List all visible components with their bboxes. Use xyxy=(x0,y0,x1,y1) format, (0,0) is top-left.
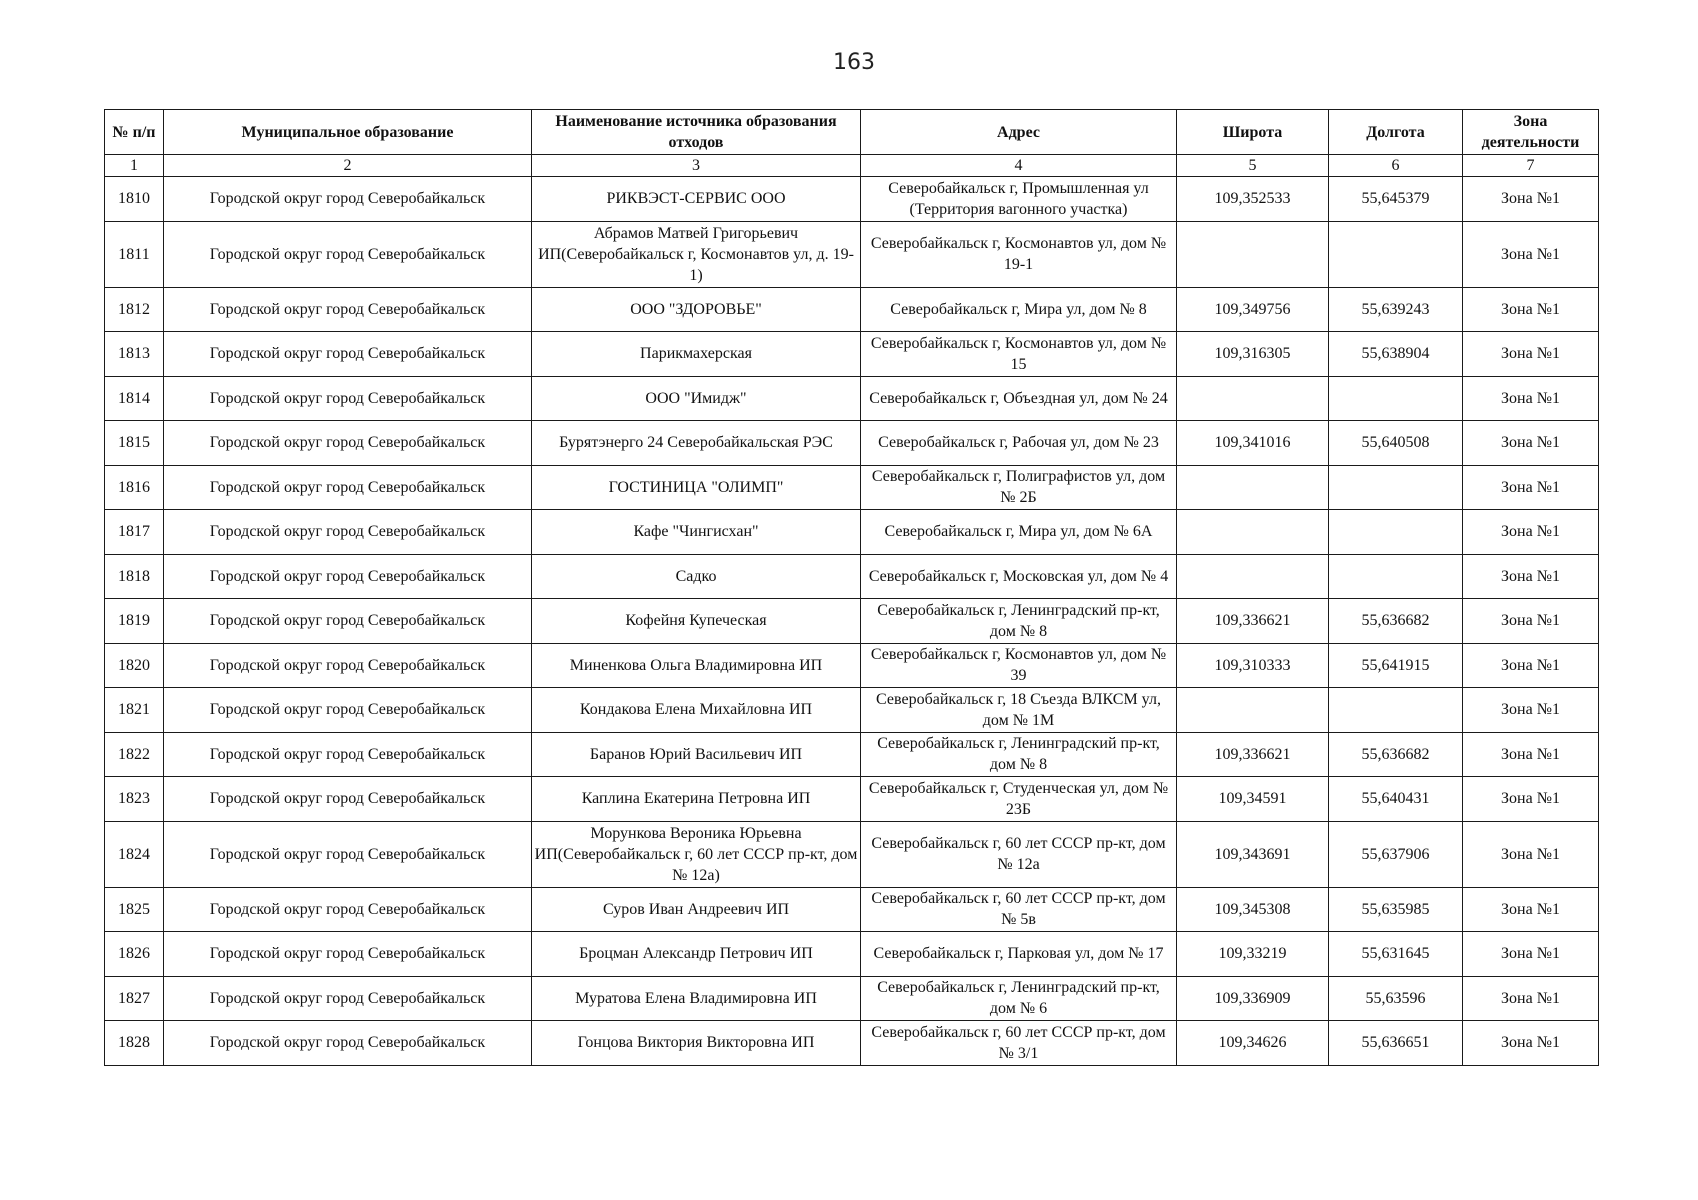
cell-source: Парикмахерская xyxy=(532,332,861,377)
cell-latitude xyxy=(1177,465,1329,510)
cell-address: Северобайкальск г, Студенческая ул, дом № 23Б xyxy=(861,777,1177,822)
cell-zone: Зона №1 xyxy=(1463,887,1599,932)
cell-latitude: 109,341016 xyxy=(1177,421,1329,466)
table-row xyxy=(105,221,1599,287)
cell-address: Северобайкальск г, 18 Съезда ВЛКСМ ул, дом № 1М xyxy=(861,688,1177,733)
column-number: 7 xyxy=(1463,155,1599,177)
cell-latitude: 109,34626 xyxy=(1177,1021,1329,1066)
cell-address: Северобайкальск г, Объездная ул, дом № 24 xyxy=(861,376,1177,421)
cell-longitude xyxy=(1329,376,1463,421)
cell-address: Северобайкальск г, 60 лет СССР пр-кт, дом № 5в xyxy=(861,887,1177,932)
cell-municipality: Городской округ город Северобайкальск xyxy=(164,376,532,421)
cell-source: Абрамов Матвей Григорьевич ИП(Северобайкальск г, Космонавтов ул, д. 19-1) xyxy=(532,221,861,287)
cell-longitude xyxy=(1329,221,1463,287)
cell-num: 1816 xyxy=(105,465,164,510)
cell-municipality: Городской округ город Северобайкальск xyxy=(164,821,532,887)
column-number: 2 xyxy=(164,155,532,177)
table-row xyxy=(105,287,1599,332)
header-row xyxy=(105,110,1599,155)
cell-zone: Зона №1 xyxy=(1463,821,1599,887)
cell-latitude: 109,352533 xyxy=(1177,177,1329,222)
cell-municipality: Городской округ город Северобайкальск xyxy=(164,887,532,932)
cell-num: 1820 xyxy=(105,643,164,688)
table-row xyxy=(105,976,1599,1021)
cell-zone: Зона №1 xyxy=(1463,332,1599,377)
cell-latitude: 109,316305 xyxy=(1177,332,1329,377)
cell-num: 1814 xyxy=(105,376,164,421)
cell-num: 1827 xyxy=(105,976,164,1021)
cell-municipality: Городской округ город Северобайкальск xyxy=(164,643,532,688)
cell-source: Баранов Юрий Васильевич ИП xyxy=(532,732,861,777)
cell-address: Северобайкальск г, 60 лет СССР пр-кт, дом № 3/1 xyxy=(861,1021,1177,1066)
cell-latitude: 109,345308 xyxy=(1177,887,1329,932)
cell-longitude: 55,638904 xyxy=(1329,332,1463,377)
header-source: Наименование источника образования отходов xyxy=(532,110,861,155)
cell-municipality: Городской округ город Северобайкальск xyxy=(164,421,532,466)
table-row xyxy=(105,1021,1599,1066)
cell-source: Садко xyxy=(532,554,861,599)
cell-municipality: Городской округ город Северобайкальск xyxy=(164,221,532,287)
cell-latitude: 109,33219 xyxy=(1177,932,1329,977)
cell-longitude: 55,645379 xyxy=(1329,177,1463,222)
cell-num: 1810 xyxy=(105,177,164,222)
cell-source: Кондакова Елена Михайловна ИП xyxy=(532,688,861,733)
cell-longitude: 55,636682 xyxy=(1329,599,1463,644)
table-row xyxy=(105,688,1599,733)
table-row xyxy=(105,821,1599,887)
cell-address: Северобайкальск г, Мира ул, дом № 6А xyxy=(861,510,1177,555)
cell-zone: Зона №1 xyxy=(1463,643,1599,688)
cell-longitude xyxy=(1329,510,1463,555)
cell-municipality: Городской округ город Северобайкальск xyxy=(164,177,532,222)
cell-num: 1815 xyxy=(105,421,164,466)
column-number: 3 xyxy=(532,155,861,177)
cell-zone: Зона №1 xyxy=(1463,421,1599,466)
cell-municipality: Городской округ город Северобайкальск xyxy=(164,932,532,977)
header-num: № п/п xyxy=(105,110,164,155)
cell-source: РИКВЭСТ-СЕРВИС ООО xyxy=(532,177,861,222)
cell-zone: Зона №1 xyxy=(1463,465,1599,510)
cell-municipality: Городской округ город Северобайкальск xyxy=(164,332,532,377)
cell-address: Северобайкальск г, Космонавтов ул, дом № 39 xyxy=(861,643,1177,688)
table-row xyxy=(105,887,1599,932)
cell-zone: Зона №1 xyxy=(1463,777,1599,822)
cell-latitude: 109,336909 xyxy=(1177,976,1329,1021)
column-number: 4 xyxy=(861,155,1177,177)
cell-num: 1812 xyxy=(105,287,164,332)
cell-municipality: Городской округ город Северобайкальск xyxy=(164,554,532,599)
cell-zone: Зона №1 xyxy=(1463,976,1599,1021)
cell-zone: Зона №1 xyxy=(1463,732,1599,777)
cell-num: 1821 xyxy=(105,688,164,733)
cell-num: 1828 xyxy=(105,1021,164,1066)
column-number: 6 xyxy=(1329,155,1463,177)
cell-source: ООО "ЗДОРОВЬЕ" xyxy=(532,287,861,332)
cell-longitude xyxy=(1329,688,1463,733)
cell-source: Морункова Вероника Юрьевна ИП(Северобайкальск г, 60 лет СССР пр-кт, дом № 12а) xyxy=(532,821,861,887)
cell-zone: Зона №1 xyxy=(1463,688,1599,733)
cell-address: Северобайкальск г, Ленинградский пр-кт, дом № 6 xyxy=(861,976,1177,1021)
cell-num: 1818 xyxy=(105,554,164,599)
cell-latitude xyxy=(1177,510,1329,555)
table-row xyxy=(105,777,1599,822)
cell-latitude: 109,310333 xyxy=(1177,643,1329,688)
cell-source: ООО "Имидж" xyxy=(532,376,861,421)
table-row xyxy=(105,732,1599,777)
cell-source: Гонцова Виктория Викторовна ИП xyxy=(532,1021,861,1066)
cell-address: Северобайкальск г, Полиграфистов ул, дом № 2Б xyxy=(861,465,1177,510)
table-row xyxy=(105,510,1599,555)
cell-source: Кафе "Чингисхан" xyxy=(532,510,861,555)
table-row xyxy=(105,376,1599,421)
header-zone: Зона деятельности xyxy=(1463,110,1599,155)
cell-address: Северобайкальск г, Мира ул, дом № 8 xyxy=(861,287,1177,332)
table-row xyxy=(105,643,1599,688)
cell-latitude xyxy=(1177,221,1329,287)
cell-municipality: Городской округ город Северобайкальск xyxy=(164,465,532,510)
cell-zone: Зона №1 xyxy=(1463,376,1599,421)
header-latitude: Широта xyxy=(1177,110,1329,155)
cell-num: 1826 xyxy=(105,932,164,977)
cell-zone: Зона №1 xyxy=(1463,510,1599,555)
cell-latitude xyxy=(1177,376,1329,421)
cell-longitude: 55,641915 xyxy=(1329,643,1463,688)
cell-address: Северобайкальск г, Ленинградский пр-кт, дом № 8 xyxy=(861,599,1177,644)
cell-source: Каплина Екатерина Петровна ИП xyxy=(532,777,861,822)
cell-municipality: Городской округ город Северобайкальск xyxy=(164,510,532,555)
column-number-row xyxy=(105,155,1599,177)
cell-num: 1811 xyxy=(105,221,164,287)
cell-latitude: 109,34591 xyxy=(1177,777,1329,822)
cell-address: Северобайкальск г, 60 лет СССР пр-кт, дом № 12а xyxy=(861,821,1177,887)
cell-source: Муратова Елена Владимировна ИП xyxy=(532,976,861,1021)
cell-municipality: Городской округ город Северобайкальск xyxy=(164,732,532,777)
cell-municipality: Городской округ город Северобайкальск xyxy=(164,599,532,644)
cell-latitude: 109,349756 xyxy=(1177,287,1329,332)
column-number: 5 xyxy=(1177,155,1329,177)
cell-address: Северобайкальск г, Ленинградский пр-кт, дом № 8 xyxy=(861,732,1177,777)
cell-source: ГОСТИНИЦА "ОЛИМП" xyxy=(532,465,861,510)
cell-address: Северобайкальск г, Промышленная ул (Территория вагонного участка) xyxy=(861,177,1177,222)
cell-zone: Зона №1 xyxy=(1463,599,1599,644)
cell-longitude: 55,635985 xyxy=(1329,887,1463,932)
cell-municipality: Городской округ город Северобайкальск xyxy=(164,688,532,733)
cell-municipality: Городской округ город Северобайкальск xyxy=(164,777,532,822)
table-row xyxy=(105,332,1599,377)
cell-zone: Зона №1 xyxy=(1463,1021,1599,1066)
cell-address: Северобайкальск г, Космонавтов ул, дом № 15 xyxy=(861,332,1177,377)
cell-num: 1813 xyxy=(105,332,164,377)
cell-latitude: 109,336621 xyxy=(1177,599,1329,644)
cell-address: Северобайкальск г, Парковая ул, дом № 17 xyxy=(861,932,1177,977)
cell-source: Кофейня Купеческая xyxy=(532,599,861,644)
header-municipality: Муниципальное образование xyxy=(164,110,532,155)
cell-address: Северобайкальск г, Московская ул, дом № 4 xyxy=(861,554,1177,599)
cell-source: Миненкова Ольга Владимировна ИП xyxy=(532,643,861,688)
cell-num: 1822 xyxy=(105,732,164,777)
cell-zone: Зона №1 xyxy=(1463,932,1599,977)
cell-num: 1823 xyxy=(105,777,164,822)
cell-longitude xyxy=(1329,554,1463,599)
table-row xyxy=(105,465,1599,510)
cell-longitude: 55,636682 xyxy=(1329,732,1463,777)
table-row xyxy=(105,599,1599,644)
cell-municipality: Городской округ город Северобайкальск xyxy=(164,1021,532,1066)
table-row xyxy=(105,177,1599,222)
cell-num: 1819 xyxy=(105,599,164,644)
cell-address: Северобайкальск г, Рабочая ул, дом № 23 xyxy=(861,421,1177,466)
header-longitude: Долгота xyxy=(1329,110,1463,155)
cell-longitude: 55,640508 xyxy=(1329,421,1463,466)
cell-municipality: Городской округ город Северобайкальск xyxy=(164,287,532,332)
cell-zone: Зона №1 xyxy=(1463,554,1599,599)
cell-latitude xyxy=(1177,554,1329,599)
cell-zone: Зона №1 xyxy=(1463,177,1599,222)
cell-latitude xyxy=(1177,688,1329,733)
cell-num: 1824 xyxy=(105,821,164,887)
cell-zone: Зона №1 xyxy=(1463,221,1599,287)
cell-municipality: Городской округ город Северобайкальск xyxy=(164,976,532,1021)
cell-longitude: 55,637906 xyxy=(1329,821,1463,887)
cell-latitude: 109,336621 xyxy=(1177,732,1329,777)
cell-num: 1817 xyxy=(105,510,164,555)
cell-latitude: 109,343691 xyxy=(1177,821,1329,887)
cell-longitude: 55,636651 xyxy=(1329,1021,1463,1066)
cell-longitude: 55,631645 xyxy=(1329,932,1463,977)
cell-address: Северобайкальск г, Космонавтов ул, дом № 19-1 xyxy=(861,221,1177,287)
waste-sources-table xyxy=(104,109,1599,1066)
table-row xyxy=(105,932,1599,977)
cell-longitude: 55,640431 xyxy=(1329,777,1463,822)
table-row xyxy=(105,554,1599,599)
column-number: 1 xyxy=(105,155,164,177)
cell-longitude: 55,63596 xyxy=(1329,976,1463,1021)
cell-num: 1825 xyxy=(105,887,164,932)
cell-source: Бурятэнерго 24 Северобайкальская РЭС xyxy=(532,421,861,466)
page-number: 163 xyxy=(833,50,875,75)
header-address: Адрес xyxy=(861,110,1177,155)
cell-longitude: 55,639243 xyxy=(1329,287,1463,332)
cell-longitude xyxy=(1329,465,1463,510)
cell-source: Броцман Александр Петрович ИП xyxy=(532,932,861,977)
table-row xyxy=(105,421,1599,466)
cell-source: Суров Иван Андреевич ИП xyxy=(532,887,861,932)
cell-zone: Зона №1 xyxy=(1463,287,1599,332)
